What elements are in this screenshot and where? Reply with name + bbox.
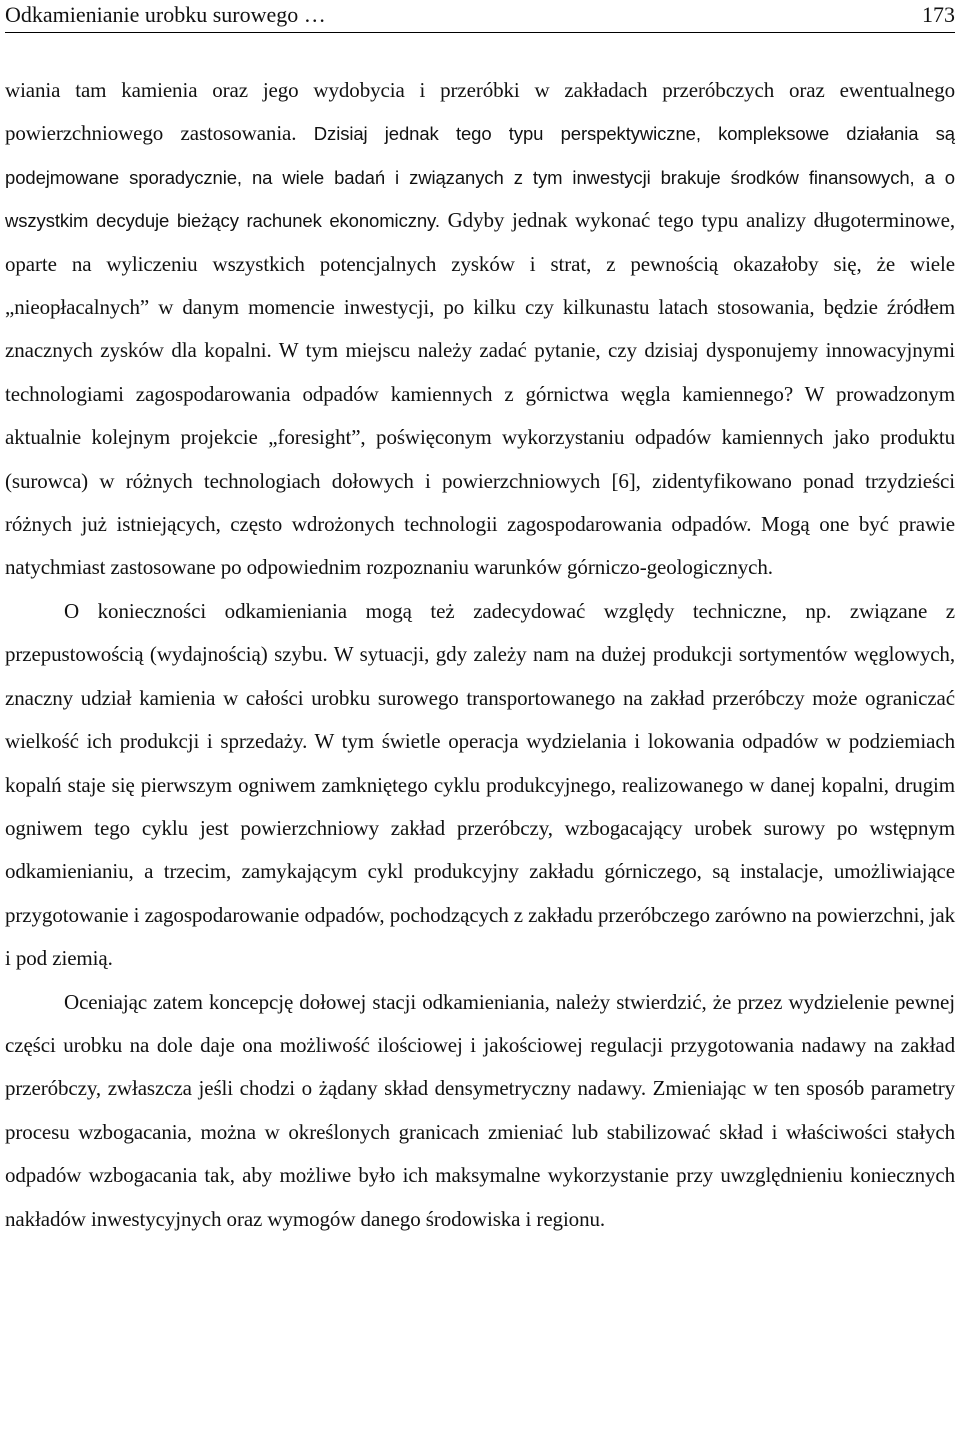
paragraph-2: O konieczności odkamieniania mogą też zadecydować względy techniczne, np. związane z przepustowością (wydajnością) szybu. W sytuacji, gdy zależy nam na dużej produkcji sortymentów węglowych, znaczny udział kamienia w całości urobku surowego transportowanego na zakład przeróbczy może ograniczać wielkość ich produkcji i sprzedaży. W tym świetle operacja wydzielania i lokowania odpadów w podziemiach kopalń staje się pierwszym ogniwem zamkniętego cyklu produkcyjnego, realizowanego w danej kopalni, drugim ogniwem tego cyklu jest powierzchniowy zakład przeróbczy, wzbogacający urobek surowy po wstępnym odkamienianiu, a trzecim, zamykającym cykl produkcyjny zakładu górniczego, są instalacje, umożliwiające przygotowanie i zagospodarowanie odpadów, pochodzących z zakładu przeróbczego zarówno na powierzchni, jak i pod ziemią. <box>5 598 955 971</box>
page-number: 173 <box>922 2 955 27</box>
body-text <box>5 69 955 1241</box>
paragraph-1-text-end: Gdyby jednak wykonać tego typu analizy długoterminowe, oparte na wyliczeniu wszystkich potencjalnych zysków i strat, z pewnością okazałoby się, że wiele „nieopłacalnych” w danym momencie inwestycji, po kilku czy kilkunastu latach stosowania, będzie źródłem znacznych zysków dla kopalni. W tym miejscu należy zadać pytanie, czy dzisiaj dysponujemy innowacyjnymi technologiami zagospodarowania odpadów kamiennych z górnictwa węgla kamiennego? W prowadzonym aktualnie kolejnym projekcie „foresight”, poświęconym wykorzystaniu odpadów kamiennych jako produktu (surowca) w różnych technologiach dołowych i powierzchniowych [6], zidentyfikowano ponad trzydzieści różnych już istniejących, często wdrożonych technologii zagospodarowania odpadów. Mogą one być prawie natychmiast zastosowane po odpowiednim rozpoznaniu warunków górniczo-geologicznych. <box>5 208 955 580</box>
running-header-title: Odkamienianie urobku surowego … <box>5 2 326 27</box>
running-header <box>5 0 955 33</box>
document-page <box>5 0 955 1241</box>
paragraph-1 <box>5 69 955 590</box>
paragraph-3: Oceniając zatem koncepcję dołowej stacji odkamieniania, należy stwierdzić, że przez wydzielenie pewnej części urobku na dole daje ona możliwość ilościowej i jakościowej regulacji przygotowania nadawy na zakład przeróbczy, zwłaszcza jeśli chodzi o żądany skład densymetryczny nadawy. Zmieniając w ten sposób parametry procesu wzbogacania, można w określonych granicach zmieniać lub stabilizować skład i właściwości stałych odpadów wzbogacania tak, aby możliwe było ich maksymalne wykorzystanie przy uwzględnieniu koniecznych nakładów inwestycyjnych oraz wymogów danego środowiska i regionu. <box>5 989 955 1231</box>
paragraph-1-text-start: wiania tam kamienia oraz jego wydobycia i przeróbki w zakładach przeróbczych oraz ewentualnego powierzchniowego zastosowania. <box>5 78 955 146</box>
paragraph-1-sans-serif-passage: Dzisiaj jednak tego typu perspektywiczne, kompleksowe działania są podejmowane sporadycznie, na wiele badań i związanych z tym inwestycji brakuje środków finansowych, a o wszystkim decyduje bieżący rachunek ekonomiczny. <box>5 123 955 232</box>
